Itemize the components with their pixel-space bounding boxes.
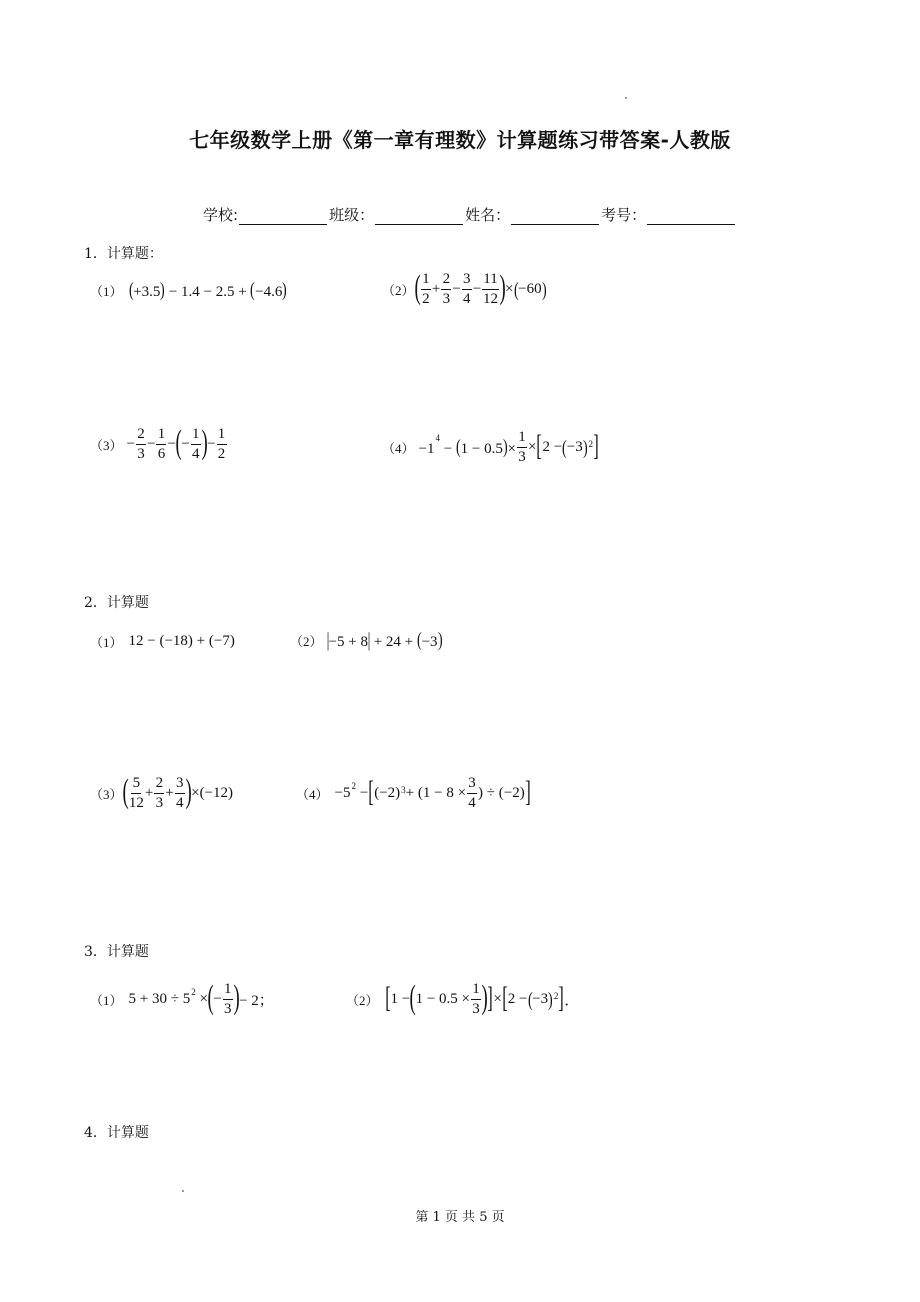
problem-label: （3） bbox=[90, 787, 123, 802]
scan-mark bbox=[182, 1190, 184, 1192]
problem-label: （1） bbox=[90, 993, 123, 1008]
problem-3-2: （2） [ 1 − ( 1 − 0.5 × 1 3 ) ] × [ 2 − ( −3 ) $^2$ ] ． bbox=[346, 978, 580, 1017]
school-label: 学校: bbox=[203, 206, 239, 224]
page-title: 七年级数学上册《第一章有理数》计算题练习带答案-人教版 bbox=[189, 128, 731, 152]
school-blank[interactable] bbox=[239, 210, 327, 225]
class-label: 班级： bbox=[329, 206, 375, 224]
exam-no-blank[interactable] bbox=[647, 210, 735, 225]
problem-label: （2） bbox=[382, 283, 415, 298]
problem-2-4: （4） $-5^2$ − [ (−2) $^3$ + (1 − 8 × 3 4 ) ÷ (−2) ] bbox=[296, 774, 531, 811]
problem-label: （1） bbox=[90, 284, 123, 299]
problem-label: （1） bbox=[90, 635, 123, 650]
problem-3-1: （1） $5 + 30 \div 5^2$ × ( − 1 3 ) − 2； bbox=[90, 978, 274, 1017]
problem-2-2: （2） |−5 + 8| + 24 + (−3) bbox=[290, 629, 443, 651]
problem-label: （2） bbox=[346, 993, 379, 1008]
section-1-heading: 1．计算题： bbox=[84, 246, 163, 262]
problem-2-1: （1） 12 − (−18) + (−7) bbox=[90, 633, 235, 650]
problem-1-3: （3） − $\frac{2}{3}$ − 1 6 − ( − 1 4 ) − 1 2 bbox=[90, 423, 226, 462]
problem-2-3: （3） ( 5 12 + 2 3 + 3 4 ) ×(−12) bbox=[90, 772, 234, 811]
exam-no-label: 考号： bbox=[601, 206, 647, 224]
problem-label: （4） bbox=[296, 787, 329, 802]
scan-mark bbox=[625, 97, 627, 99]
problem-1-1: （1） (+3.5) − 1.4 − 2.5 + (−4.6) bbox=[90, 279, 288, 301]
name-label: 姓名： bbox=[465, 206, 511, 224]
section-3-heading: 3．计算题 bbox=[84, 944, 149, 960]
problem-label: （3） bbox=[90, 438, 123, 453]
problem-1-2: （2） ( 1 2 + 2 3 − 3 4 − 11 12 ) × ( −60 ) bbox=[382, 268, 547, 307]
problem-1-4: （4） $-1^4 - (1 - 0.5)\times$ $\frac{1}{3}$ × [ 2 − ( −3 ) $^2$ ] bbox=[382, 428, 599, 465]
page-footer: 第 1 页 共 5 页 bbox=[415, 1210, 505, 1225]
section-2-heading: 2．计算题 bbox=[84, 595, 149, 611]
name-blank[interactable] bbox=[511, 210, 599, 225]
problem-label: （4） bbox=[382, 441, 415, 456]
student-info-line bbox=[203, 204, 737, 225]
section-4-heading: 4．计算题 bbox=[84, 1125, 149, 1141]
problem-label: （2） bbox=[290, 634, 323, 649]
class-blank[interactable] bbox=[375, 210, 463, 225]
